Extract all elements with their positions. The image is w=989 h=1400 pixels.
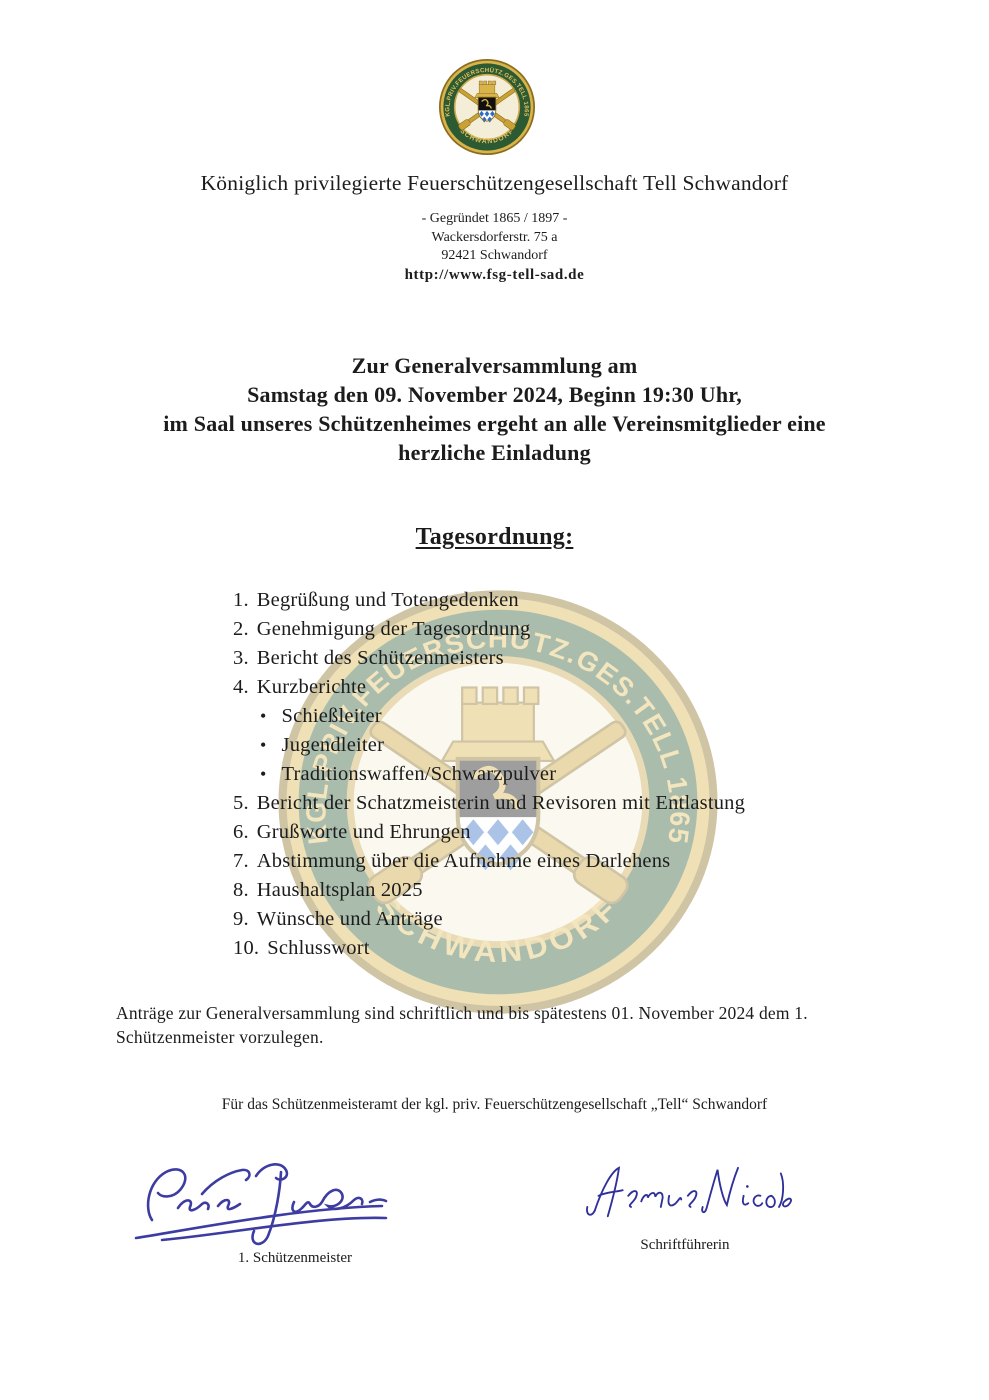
club-emblem-logo	[436, 58, 538, 156]
invitation-text	[0, 351, 989, 467]
invitation-line-3: im Saal unseres Schützenheimes ergeht an alle Vereinsmitglieder eine	[163, 411, 826, 436]
agenda-item-text: Begrüßung und Totengedenken	[256, 589, 519, 611]
agenda-subitem-2	[233, 731, 873, 760]
closing-line: Für das Schützenmeisteramt der kgl. priv. Feuerschützengesellschaft „Tell“ Schwandorf	[221, 1096, 768, 1113]
founded-line: - Gegründet 1865 / 1897 -	[421, 211, 568, 226]
agenda-item-text: Kurzberichte	[256, 676, 367, 698]
schuetzenmeister-signature	[118, 1146, 400, 1248]
website-url: http://www.fsg-tell-sad.de	[404, 266, 585, 283]
agenda-item-1	[233, 586, 873, 615]
agenda-item-6	[233, 818, 873, 847]
agenda-item-text: Genehmigung der Tagesordnung	[256, 618, 531, 640]
agenda-item-2	[233, 615, 873, 644]
agenda-subitem-1	[233, 702, 873, 731]
org-address-block	[0, 210, 989, 284]
schriftfuehrerin-signature	[578, 1158, 792, 1228]
agenda-item-number: 9.	[233, 908, 249, 930]
agenda-item-text: Bericht des Schützenmeisters	[256, 647, 504, 669]
agenda-item-4	[233, 673, 873, 702]
agenda-item-text: Bericht der Schatzmeisterin und Revisoren mit Entlastung	[256, 792, 746, 814]
agenda-subitem-3	[233, 760, 873, 789]
motions-deadline-note: Anträge zur Generalversammlung sind schriftlich und bis spätestens 01. November 2024 dem 1. Schützenmeister vorzulegen.	[116, 1003, 808, 1047]
agenda-item-text: Grußworte und Ehrungen	[256, 821, 471, 843]
agenda-item-10	[233, 934, 873, 963]
page-title: Königlich privilegierte Feuerschützengesellschaft Tell Schwandorf	[200, 171, 789, 195]
address-street: Wackersdorferstr. 75 a	[431, 229, 558, 245]
agenda-item-5	[233, 789, 873, 818]
agenda-item-7	[233, 847, 873, 876]
invitation-line-4: herzliche Einladung	[398, 440, 591, 465]
agenda-item-number: 10.	[233, 937, 260, 959]
agenda-item-number: 7.	[233, 850, 249, 872]
agenda-item-8	[233, 876, 873, 905]
agenda-item-9	[233, 905, 873, 934]
agenda-heading: Tagesordnung:	[415, 524, 574, 550]
agenda-item-number: 5.	[233, 792, 249, 814]
agenda-item-number: 1.	[233, 589, 249, 611]
agenda-item-text: Wünsche und Anträge	[256, 908, 443, 930]
agenda-item-text: Haushaltsplan 2025	[256, 879, 423, 901]
signature-block-schriftfuehrerin	[578, 1158, 792, 1254]
agenda-subitem-text: Jugendleiter	[281, 734, 385, 756]
agenda-item-number: 6.	[233, 821, 249, 843]
agenda-item-number: 3.	[233, 647, 249, 669]
agenda-item-number: 4.	[233, 676, 249, 698]
agenda-subitem-text: Traditionswaffen/Schwarzpulver	[281, 763, 557, 785]
signature-label-right: Schriftführerin	[640, 1237, 730, 1253]
agenda-subitem-text: Schießleiter	[281, 705, 382, 727]
agenda-item-3	[233, 644, 873, 673]
invitation-line-2: Samstag den 09. November 2024, Beginn 19:30 Uhr,	[247, 382, 742, 407]
agenda-item-text: Abstimmung über die Aufnahme eines Darlehens	[256, 850, 671, 872]
bullet-icon: •	[260, 764, 267, 784]
bullet-icon: •	[260, 706, 267, 726]
agenda-item-text: Schlusswort	[267, 937, 370, 959]
signature-block-schuetzenmeister	[118, 1146, 400, 1267]
agenda-list	[233, 586, 873, 963]
address-city: 92421 Schwandorf	[441, 248, 548, 263]
agenda-item-number: 8.	[233, 879, 249, 901]
signature-label-left: 1. Schützenmeister	[237, 1250, 353, 1266]
invitation-line-1: Zur Generalversammlung am	[351, 353, 638, 378]
agenda-item-number: 2.	[233, 618, 249, 640]
bullet-icon: •	[260, 735, 267, 755]
